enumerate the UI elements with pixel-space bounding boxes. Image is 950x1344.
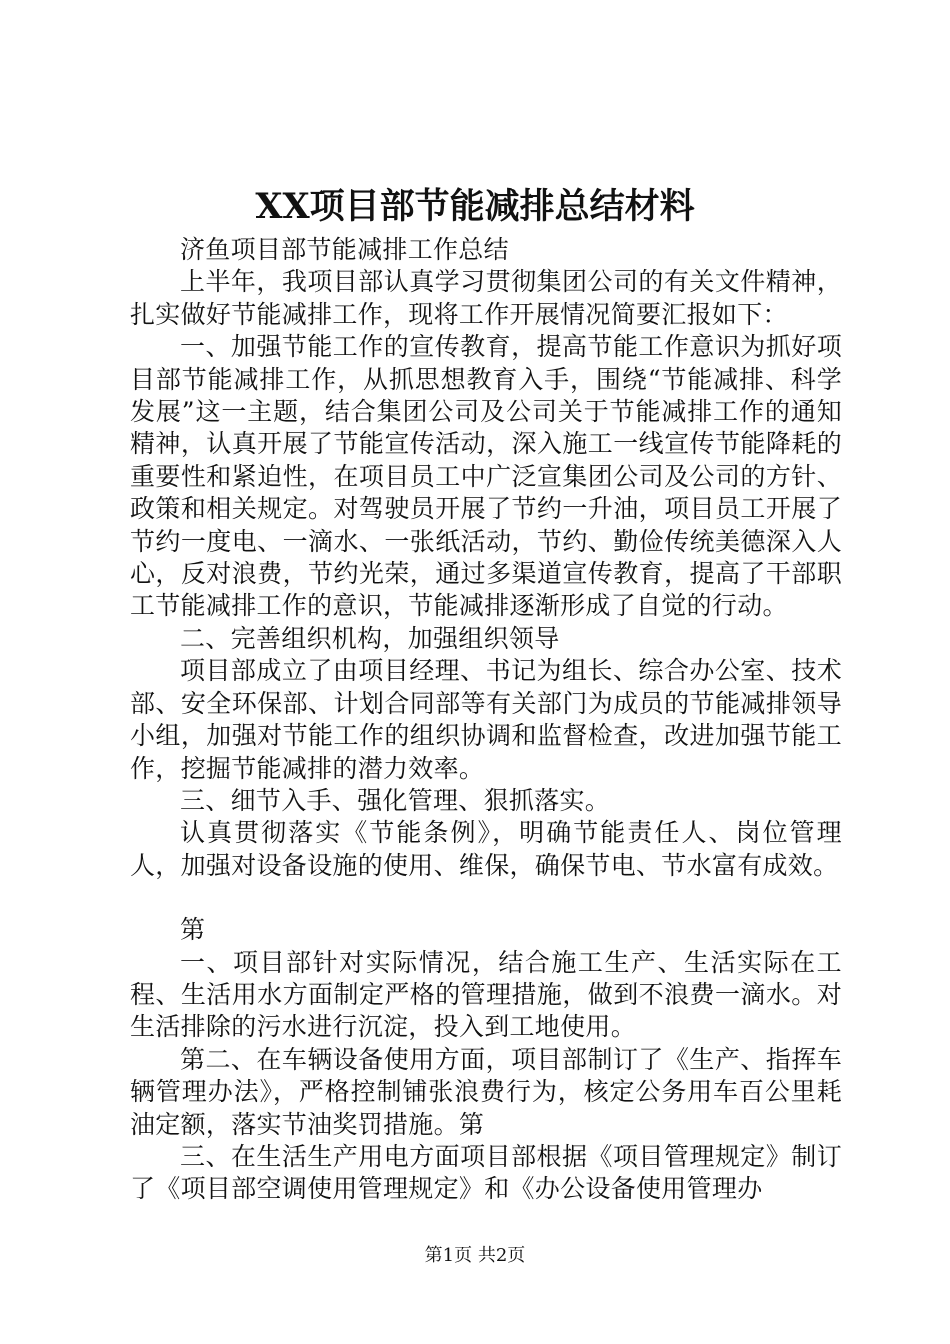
paragraph-section-1: 一、加强节能工作的宣传教育，提高节能工作意识为抓好项目部节能减排工作，从抓思想教育入手，围绕“节能减排、科学发展”这一主题，结合集团公司及公司关于节能减排工作的通知精神，认真开展了节能宣传活动，深入施工一线宣传节能降耗的重要性和紧迫性，在项目员工中广泛宣集团公司及公司的方针、政策和相关规定。对驾驶员开展了节约一升油，项目员工开展了节约一度电、一滴水、一张纸活动，节约、勤俭传统美德深入人心，反对浪费，节约光荣，通过多渠道宣传教育，提高了干部职工节能减排工作的意识，节能减排逐渐形成了自觉的行动。 xyxy=(130,332,842,621)
paragraph-fragment: 第 xyxy=(180,915,206,945)
document-title: XX项目部节能减排总结材料 xyxy=(255,186,695,227)
paragraph-electricity: 三、在生活生产用电方面项目部根据《项目管理规定》制订了《项目部空调使用管理规定》和《办公设备使用管理办 xyxy=(130,1141,842,1204)
paragraph-water: 一、项目部针对实际情况，结合施工生产、生活实际在工程、生活用水方面制定严格的管理措施，做到不浪费一滴水。对生活排除的污水进行沉淀，投入到工地使用。 xyxy=(130,947,842,1042)
paragraph-section-3-heading: 三、细节入手、强化管理、狠抓落实。 xyxy=(180,785,611,815)
paragraph-section-2: 项目部成立了由项目经理、书记为组长、综合办公室、技术部、安全环保部、计划合同部等有关部门为成员的节能减排领导小组，加强对节能工作的组织协调和监督检查，改进加强节能工作，挖掘节能减排的潜力效率。 xyxy=(130,656,842,783)
paragraph-vehicles: 第二、在车辆设备使用方面，项目部制订了《生产、指挥车辆管理办法》，严格控制铺张浪费行为，核定公务用车百公里耗油定额，落实节油奖罚措施。第 xyxy=(130,1044,842,1139)
paragraph-subtitle: 济鱼项目部节能减排工作总结 xyxy=(180,235,509,264)
paragraph-intro: 上半年，我项目部认真学习贯彻集团公司的有关文件精神，扎实做好节能减排工作，现将工作开展情况简要汇报如下： xyxy=(130,267,842,329)
paragraph-section-2-heading: 二、完善组织机构，加强组织领导 xyxy=(180,623,560,653)
document-body xyxy=(130,234,842,1206)
paragraph-section-3: 认真贯彻落实《节能条例》，明确节能责任人、岗位管理人，加强对设备设施的使用、维保，确保节电、节水富有成效。 xyxy=(130,818,842,880)
page-number-footer: 第1页 共2页 xyxy=(424,1245,526,1266)
